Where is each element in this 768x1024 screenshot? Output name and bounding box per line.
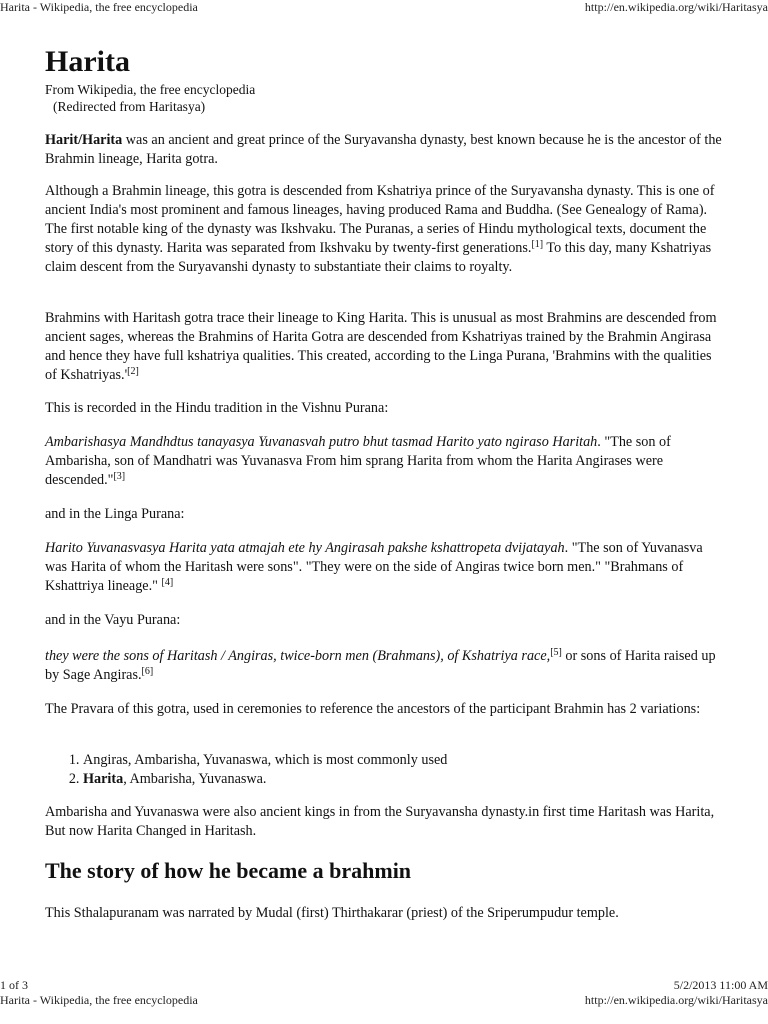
citation-1[interactable]: [1]	[531, 239, 544, 250]
paragraph-sthalapuranam: This Sthalapuranam was narrated by Mudal (first) Thirthakarar (priest) of the Sriperumpudur temple.	[45, 905, 619, 921]
paragraph-text: . "The son of Ambarisha, son of Mandhatri was Yuvanasva From him sprang Harita from whom the Harita Angirases were descended."	[45, 434, 671, 488]
redirect-note: (Redirected from Haritasya)	[53, 99, 206, 114]
paragraph-text: or sons of Harita raised up by Sage Angiras.	[45, 648, 716, 683]
section-heading: The story of how he became a brahmin	[45, 858, 412, 883]
paragraph-vishnu-quote	[45, 433, 725, 490]
list-item-text: Angiras, Ambarisha, Yuvanaswa, which is most commonly used	[83, 752, 448, 768]
print-footer-datetime: 5/2/2013 11:00 AM	[673, 978, 768, 992]
paragraph-lineage	[45, 182, 725, 277]
paragraph-intro	[45, 131, 725, 169]
paragraph-linga-quote	[45, 539, 725, 596]
tagline: From Wikipedia, the free encyclopedia	[45, 82, 256, 97]
print-header-url[interactable]: http://en.wikipedia.org/wiki/Haritasya	[584, 0, 768, 14]
bold-term: Harita	[83, 771, 124, 787]
english-quote: they were the sons of Haritash / Angiras, twice-born men (Brahmans), of Kshatriya race,	[45, 648, 551, 664]
paragraph-text: To this day, many Kshatriyas claim descent from the Suryavanshi dynasty to substantiate their claims to royalty.	[45, 240, 712, 275]
paragraph-text: Brahmins with Haritash gotra trace their lineage to King Harita. This is unusual as most Brahmins are descended from ancient sages, whereas the Brahmins of Harita Gotra are descended from Kshatriyas trained by the Brahmin Angirasa and hence they have full kshatriya qualities. This created, according to the Linga Purana, 'Brahmins with the qualities of Kshatriyas.'	[45, 310, 717, 383]
paragraph-linga-intro: and in the Linga Purana:	[45, 506, 185, 522]
bold-term: Harit/Harita	[45, 132, 123, 148]
citation-6[interactable]: [6]	[141, 666, 154, 677]
paragraph-haritash	[45, 309, 725, 385]
paragraph-vayu-quote	[45, 647, 725, 685]
pravara-list	[45, 751, 723, 789]
citation-2[interactable]: [2]	[127, 366, 139, 377]
sanskrit-quote: Ambarishasya Mandhdtus tanayasya Yuvanasvah putro bhut tasmad Harito yato ngiraso Haritah	[45, 434, 598, 450]
citation-3[interactable]: [3]	[113, 471, 126, 482]
paragraph-vayu-intro: and in the Vayu Purana:	[45, 612, 181, 628]
list-item-text: , Ambarisha, Yuvanaswa.	[123, 771, 267, 787]
print-footer-title: Harita - Wikipedia, the free encyclopedia	[0, 993, 198, 1007]
paragraph-text: Although a Brahmin lineage, this gotra is descended from Kshatriya prince of the Suryavansha dynasty. This is one of ancient India's most prominent and famous lineages, having produced Rama and Buddha. (See Genealogy of Rama). The first notable king of the dynasty was Ikshvaku. The Puranas, a series of Hindu mythological texts, document the story of this dynasty. Harita was separated from Ikshvaku by twenty-first generations.	[45, 183, 715, 256]
print-header-title: Harita - Wikipedia, the free encyclopedia	[0, 0, 198, 14]
citation-5[interactable]: [5]	[550, 647, 562, 658]
paragraph-text: was an ancient and great prince of the Suryavansha dynasty, best known because he is the ancestor of the Brahmin lineage, Harita gotra.	[45, 132, 722, 167]
paragraph-pravara: The Pravara of this gotra, used in ceremonies to reference the ancestors of the participant Brahmin has 2 variations:	[45, 701, 701, 717]
list-item	[83, 770, 723, 789]
paragraph-vishnu-intro: This is recorded in the Hindu tradition in the Vishnu Purana:	[45, 400, 389, 416]
print-footer-url[interactable]: http://en.wikipedia.org/wiki/Haritasya	[584, 993, 768, 1007]
print-footer-page: 1 of 3	[0, 978, 28, 992]
page-title: Harita	[45, 45, 130, 78]
paragraph-ancient-kings: Ambarisha and Yuvanaswa were also ancient kings in from the Suryavansha dynasty.in first time Haritash was Harita, But now Harita Changed in Haritash.	[45, 804, 715, 839]
sanskrit-quote: Harito Yuvanasvasya Harita yata atmajah ete hy Angirasah pakshe kshattropeta dvijatayah	[45, 540, 565, 556]
paragraph-text: . "The son of Yuvanasva was Harita of whom the Haritash were sons". "They were on the side of Angiras twice born men." "Brahmans of Kshattriya lineage."	[45, 540, 703, 594]
citation-4[interactable]: [4]	[161, 577, 174, 588]
list-item	[83, 751, 723, 770]
